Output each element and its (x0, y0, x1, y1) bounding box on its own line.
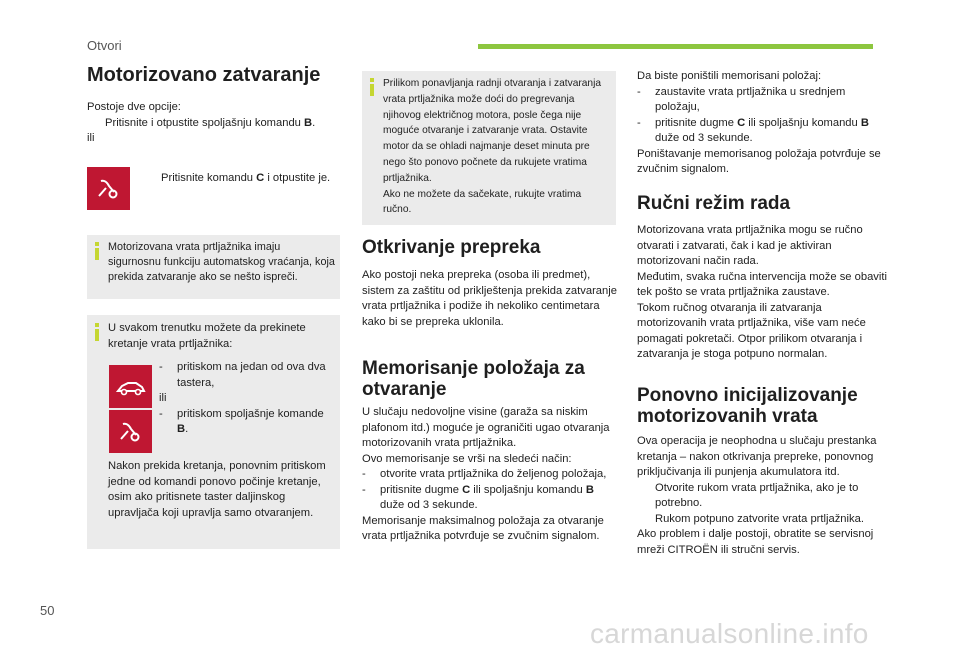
memorize-item-2-text: pritisnite dugme (380, 483, 463, 496)
reset-item-2 (637, 116, 887, 147)
tailgate-button-icon (109, 410, 152, 453)
dash-bullet: - (362, 483, 366, 496)
note-panel-interrupt (87, 315, 340, 549)
note-interrupt-intro: U svakom trenutku možete da prekinete kretanje vrata prtljažnika: (108, 322, 306, 350)
interrupt-item-1-text: pritiskom na jedan od ova dva tastera, (177, 361, 326, 389)
reset-item-2-bold-c: C (737, 116, 746, 129)
intro-text: Postoje dve opcije: (87, 101, 181, 113)
reinit-item-2 (637, 512, 887, 528)
interrupt-list (159, 360, 329, 438)
col1-intro-block (87, 100, 337, 147)
obstacle-text: Ako postoji neka prepreka (osoba ili predmet), sistem za zaštitu od priklještenja prekida zatvaranje vrata prtljažnika i podiže ih nekoliko centimetara kako bi se prepreka uklonila. (362, 269, 617, 328)
reinit-item-1 (637, 481, 887, 512)
title-obstacle-detection: Otkrivanje prepreka (362, 237, 541, 258)
reset-confirm: Poništavanje memorisanog položaja potvrđuje se zvučnim signalom. (637, 147, 881, 175)
warning-overheat-text: Prilikom ponavljanja radnji otvaranja i zatvaranja vrata prtljažnika može doći do pregrevanja njihovog električnog motora, posle čega nije moguće otvaranje i zatvaranje vrata. Ostavite motor da se ohladi najmanje deset minuta pre nego što ponovo počnete da rukujete vratima prtljažnika. Ako ne možete da sačekate, rukujte vratima ručno. (383, 78, 602, 216)
memorize-item-1-text: otvorite vrata prtljažnika do željenog položaja, (380, 468, 607, 480)
memorize-text-1: U slučaju nedovoljne visine (garaža sa niskim plafonom itd.) moguće je ograničiti ugao otvaranja motorizovanih vrata prtljažnika. (362, 406, 610, 449)
dash-bullet: - (159, 407, 163, 420)
interrupt-item-2-suffix: . (185, 423, 189, 435)
reinit-block (637, 434, 887, 558)
memorize-item-1 (362, 467, 617, 483)
reset-item-2-mid: ili spoljašnju komandu (745, 116, 861, 129)
or-text-1: ili (87, 132, 95, 144)
memorize-item-2-bold-b: B (585, 483, 594, 496)
option-2-text: Pritisnite komandu (161, 172, 257, 184)
reinit-item-1-text: Otvorite rukom vrata prtljažnika, ako je to potrebno. (655, 481, 859, 509)
section-accent-bar (478, 44, 873, 49)
option-2-suffix: i otpustite je. (264, 172, 331, 184)
memorize-text-2: Ovo memorisanje se vrši na sledeći način: (362, 452, 572, 465)
interrupt-item-1 (159, 360, 329, 391)
reinit-item-2-text: Rukom potpuno zatvorite vrata prtljažnika. (655, 512, 864, 525)
title-memorize-position: Memorisanje položaja za otvaranje (362, 358, 585, 400)
option-1-text: Pritisnite i otpustite spoljašnju komandu (105, 116, 304, 129)
warning-panel-overheat (362, 71, 616, 225)
reset-item-2-text: pritisnite dugme (655, 116, 738, 129)
manual-mode-text: Motorizovana vrata prtljažnika mogu se ručno otvarati i zatvarati, čak i kad je aktiviran motorizovani način rada. Međutim, svaka ručna intervencija može se obaviti tek pošto se vrata prtljažnika zaustave. Tokom ručnog otvaranja ili zatvaranja motorizovanih vrata prtljažnika, više vam neće pomagati pokretači. Otpor prilikom otvaranja i zatvaranja je stoga potpuno normalan. (637, 224, 887, 360)
section-label: Otvori (87, 38, 122, 53)
memorize-item-2-bold-c: C (462, 483, 471, 496)
interrupt-after-text: Nakon prekida kretanja, ponovnim pritiskom jedne od komandi ponovo počinje kretanje, osim ako pritisnete taster daljinskog upravljača koji upravlja samo otvaranjem. (108, 460, 326, 519)
info-icon (95, 242, 99, 260)
reinit-final: Ako problem i dalje postoji, obratite se servisnoj mreži CITROËN ili stručni servis. (637, 528, 874, 556)
interrupt-item-2-text: pritiskom spoljašnje komande (177, 407, 324, 420)
note-panel-safety (87, 235, 340, 299)
tailgate-button-icon (87, 167, 130, 210)
title-manual-mode: Ručni režim rada (637, 193, 791, 214)
interrupt-item-2-bold: B (177, 423, 186, 435)
info-icon (370, 78, 374, 96)
interrupt-or: ili (159, 392, 167, 404)
option-2 (143, 171, 338, 187)
memorize-item-2-mid: ili spoljašnju komandu (470, 483, 586, 496)
memorize-text-3: Memorisanje maksimalnog položaja za otvaranje vrata prtljažnika potvrđuje se zvučnim signalom. (362, 514, 604, 542)
info-icon (95, 323, 99, 341)
title-reinitialize: Ponovno inicijalizovanje motorizovanih vrata (637, 385, 858, 427)
reinit-text: Ova operacija je neophodna u slučaju prestanka kretanja – nakon otkrivanja prepreke, ponovnog priključivanja ili punjenja akumulatora itd. (637, 435, 877, 478)
title-motorized-closing: Motorizovano zatvaranje (87, 64, 321, 86)
reset-intro: Da biste poništili memorisani položaj: (637, 70, 822, 82)
memorize-item-2 (362, 483, 617, 514)
page-number: 50 (40, 603, 55, 618)
watermark: carmanualsonline.info (590, 618, 869, 649)
reset-block (637, 69, 887, 178)
memorize-block (362, 405, 617, 545)
dash-bullet: - (637, 116, 641, 129)
note-safety-text: Motorizovana vrata prtljažnika imaju sigurnosnu funkciju automatskog vraćanja, koja prekida zatvaranje ako se nešto ispreči. (108, 241, 335, 283)
option-2-bold: C (256, 172, 265, 184)
reset-item-2-suffix: duže od 3 sekunde. (655, 132, 753, 144)
option-1 (87, 116, 337, 132)
dash-bullet: - (637, 85, 641, 98)
reset-item-2-bold-b: B (860, 116, 869, 129)
memorize-item-2-suffix: duže od 3 sekunde. (380, 499, 478, 511)
reset-item-1-text: zaustavite vrata prtljažnika u srednjem položaju, (655, 85, 846, 113)
dash-bullet: - (362, 468, 366, 480)
reset-item-1 (637, 85, 887, 116)
option-1-bold: B (304, 116, 313, 129)
option-1-suffix: . (312, 116, 316, 129)
remote-key-icon (109, 365, 152, 408)
dash-bullet: - (159, 361, 163, 373)
interrupt-item-2 (159, 407, 329, 438)
